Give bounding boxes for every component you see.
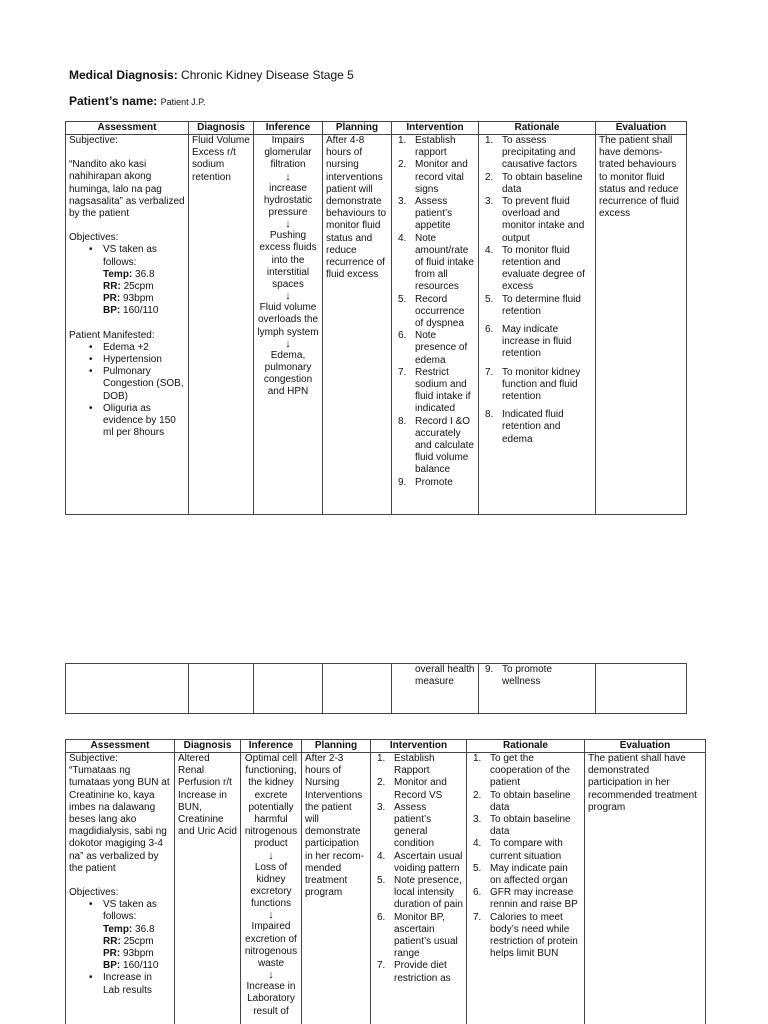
- list-item: 7. Provide diet restriction as: [377, 960, 451, 984]
- list-item: 3. Assess patient’s general condition: [377, 801, 435, 850]
- list-item: 3. To obtain baseline data: [473, 814, 571, 838]
- medical-diagnosis-line: [69, 69, 354, 81]
- evaluation-cell: The patient shall have demonstrated participation in her recommended treatment program: [585, 753, 706, 1024]
- list-item: 2. To obtain baseline data: [485, 171, 583, 195]
- vital-sign-temp: Temp: 36.8: [103, 923, 155, 935]
- subjective-quote: “Tumataas ng tumataas yong BUN at Creatinine ko, kaya imbes na dalawang beses lang ako magdidialysis, sabi ng dokotor magiging 3-4 na” as verbalized by the patient: [69, 765, 170, 874]
- inference-step: Loss of kidney excretory functions: [250, 861, 292, 910]
- table-header-row: [66, 122, 687, 135]
- subjective-label: Subjective:: [69, 753, 118, 764]
- down-arrow-icon: ↓: [268, 849, 274, 862]
- intervention-cell: [371, 753, 467, 1024]
- diagnosis-cell: Fluid Volume Excess r/t sodium retention: [189, 135, 254, 515]
- subjective-quote: “Nandito ako kasi nahihirapan akong huminga, lalo na pag nagsasalita” as verbalized by the patient: [69, 159, 185, 220]
- column-header-planning: Planning: [323, 122, 392, 135]
- vs-intro: • VS taken as follows:: [69, 899, 171, 923]
- evaluation-cell: The patient shall have demons-trated behaviours to monitor fluid status and reduce recurrence of fluid excess: [596, 135, 687, 515]
- care-plan-continuation-table: [65, 663, 687, 714]
- intervention-continuation: overall health measure: [415, 664, 475, 688]
- vital-sign-rr: RR: 25cpm: [103, 935, 154, 947]
- down-arrow-icon: ↓: [268, 909, 274, 922]
- list-item: • Edema +2: [69, 342, 185, 354]
- inference-cell: [241, 753, 302, 1024]
- inference-step: Impairs glomerular filtration: [264, 135, 312, 171]
- assessment-cell: [66, 135, 189, 515]
- assessment-cell: [66, 753, 175, 1024]
- planning-cell: After 4-8 hours of nursing interventions patient will demonstrate behaviours to monitor fluid status and reduce recurrence of fluid excess: [323, 135, 392, 515]
- column-header-assessment: Assessment: [66, 740, 175, 753]
- list-item: 3. Assess patient’s appetite: [398, 196, 453, 232]
- column-header-diagnosis: Diagnosis: [189, 122, 254, 135]
- vital-sign-bp: BP: 160/110: [103, 305, 159, 317]
- down-arrow-icon: ↓: [285, 290, 291, 303]
- inference-step: Impaired excretion of nitrogenous waste: [244, 921, 298, 970]
- column-header-intervention: Intervention: [392, 122, 479, 135]
- inference-step: Increase in Laboratory result of: [246, 981, 296, 1017]
- list-item: 7. Restrict sodium and fluid intake if indicated: [398, 366, 471, 415]
- vital-sign-bp: BP: 160/110: [103, 960, 159, 972]
- list-item: 2. To obtain baseline data: [473, 789, 571, 813]
- list-item: 9. Promote: [398, 476, 453, 488]
- list-item: 4. To compare with current situation: [473, 838, 563, 862]
- care-plan-table-renal-perfusion: [65, 739, 706, 1024]
- list-item: 1. Establish Rapport: [377, 753, 435, 777]
- intervention-cell: [392, 664, 479, 714]
- list-item: 6. Note presence of edema: [398, 330, 468, 366]
- rationale-cell: [479, 664, 596, 714]
- medical-diagnosis-label: Medical Diagnosis:: [69, 68, 178, 82]
- table-row: [66, 135, 687, 515]
- list-item: 5. May indicate pain on affected organ: [473, 862, 568, 887]
- list-item: 2. Monitor and record vital signs: [398, 159, 468, 195]
- list-item: 4. Ascertain usual voiding pattern: [377, 850, 463, 874]
- vital-sign-pr: PR: 93bpm: [103, 293, 154, 305]
- list-item: 7. To monitor kidney function and fluid retention: [485, 366, 581, 403]
- care-plan-table-fluid-volume: [65, 121, 687, 515]
- rationale-cell: [479, 135, 596, 515]
- list-item: 3. To prevent fluid overload and monitor intake and output: [485, 196, 585, 244]
- list-item: 5. Note presence, local intensity duration of pain: [377, 875, 463, 911]
- inference-step: Pushing excess fluids into the interstitial spaces: [259, 230, 317, 291]
- inference-step: Fluid volume overloads the lymph system: [257, 302, 319, 338]
- list-item: 6. Monitor BP, ascertain patient’s usual range: [377, 911, 458, 960]
- patient-name-label: Patient’s name:: [69, 94, 158, 108]
- list-item: • Pulmonary Congestion (SOB, DOB): [69, 366, 185, 403]
- column-header-inference: Inference: [241, 740, 302, 753]
- list-item: 2. Monitor and Record VS: [377, 777, 447, 801]
- diagnosis-cell: [189, 664, 254, 714]
- list-item: 1. To assess precipitating and causative factors: [485, 135, 578, 171]
- column-header-evaluation: Evaluation: [596, 122, 687, 135]
- list-item: 6. May indicate increase in fluid retention: [485, 324, 572, 360]
- column-header-diagnosis: Diagnosis: [175, 740, 241, 753]
- list-item: 8. Record I &O accurately and calculate fluid volume balance: [398, 415, 474, 476]
- list-item: 4. Note amount/rate of fluid intake from all resources: [398, 232, 474, 293]
- inference-cell: [254, 135, 323, 515]
- assessment-cell: [66, 664, 189, 714]
- subjective-label: Subjective:: [69, 135, 118, 146]
- table-row: [66, 753, 706, 1024]
- manifested-label: Patient Manifested:: [69, 329, 155, 341]
- column-header-rationale: Rationale: [467, 740, 585, 753]
- rationale-cell: [467, 753, 585, 1024]
- down-arrow-icon: ↓: [285, 218, 291, 231]
- list-item: 5. Record occurrence of dyspnea: [398, 293, 465, 330]
- list-item: 1. Establish rapport: [398, 135, 456, 159]
- list-item: 4. To monitor fluid retention and evaluate degree of excess: [485, 244, 585, 293]
- column-header-inference: Inference: [254, 122, 323, 135]
- down-arrow-icon: ↓: [285, 337, 291, 350]
- inference-step: Edema, pulmonary congestion and HPN: [263, 349, 313, 398]
- down-arrow-icon: ↓: [268, 969, 274, 982]
- table-row: [66, 664, 687, 714]
- list-item: • Increase in Lab results: [69, 972, 171, 996]
- column-header-intervention: Intervention: [371, 740, 467, 753]
- column-header-planning: Planning: [302, 740, 371, 753]
- list-item: • Oliguria as evidence by 150 ml per 8hours: [69, 403, 185, 440]
- list-item: 5. To determine fluid retention: [485, 293, 581, 317]
- intervention-cell: [392, 135, 479, 515]
- list-item: 9. To promote wellness: [485, 664, 553, 688]
- patient-name-line: [69, 95, 205, 108]
- patient-name-value: Patient J.P.: [160, 97, 206, 107]
- objectives-label: Objectives:: [69, 232, 119, 244]
- list-item: 8. Indicated fluid retention and edema: [485, 409, 564, 445]
- vs-intro: • VS taken as follows:: [69, 244, 185, 268]
- list-item: 6. GFR may increase rennin and raise BP: [473, 887, 578, 911]
- column-header-assessment: Assessment: [66, 122, 189, 135]
- diagnosis-cell: Altered Renal Perfusion r/t Increase in BUN, Creatinine and Uric Acid: [175, 753, 241, 1024]
- vital-sign-temp: Temp: 36.8: [103, 268, 155, 280]
- list-item: • Hypertension: [69, 354, 185, 366]
- list-item: 7. Calories to meet body’s need while restriction of protein helps limit BUN: [473, 911, 578, 960]
- inference-step: increase hydrostatic pressure: [263, 182, 313, 219]
- inference-step: Optimal cell functioning, the kidney excrete potentially harmful nitrogenous product: [244, 753, 298, 850]
- planning-cell: After 2-3 hours of Nursing Interventions the patient will demonstrate participation in her recom-mended treatment program: [302, 753, 371, 1024]
- medical-diagnosis-value: Chronic Kidney Disease Stage 5: [181, 68, 354, 82]
- inference-cell: [254, 664, 323, 714]
- table-header-row: [66, 740, 706, 753]
- list-item: 1. To get the cooperation of the patient: [473, 753, 571, 789]
- evaluation-cell: [596, 664, 687, 714]
- vital-sign-pr: PR: 93bpm: [103, 948, 154, 960]
- down-arrow-icon: ↓: [285, 170, 291, 183]
- planning-cell: [323, 664, 392, 714]
- vital-sign-rr: RR: 25cpm: [103, 281, 154, 293]
- objectives-label: Objectives:: [69, 887, 119, 899]
- column-header-evaluation: Evaluation: [585, 740, 706, 753]
- column-header-rationale: Rationale: [479, 122, 596, 135]
